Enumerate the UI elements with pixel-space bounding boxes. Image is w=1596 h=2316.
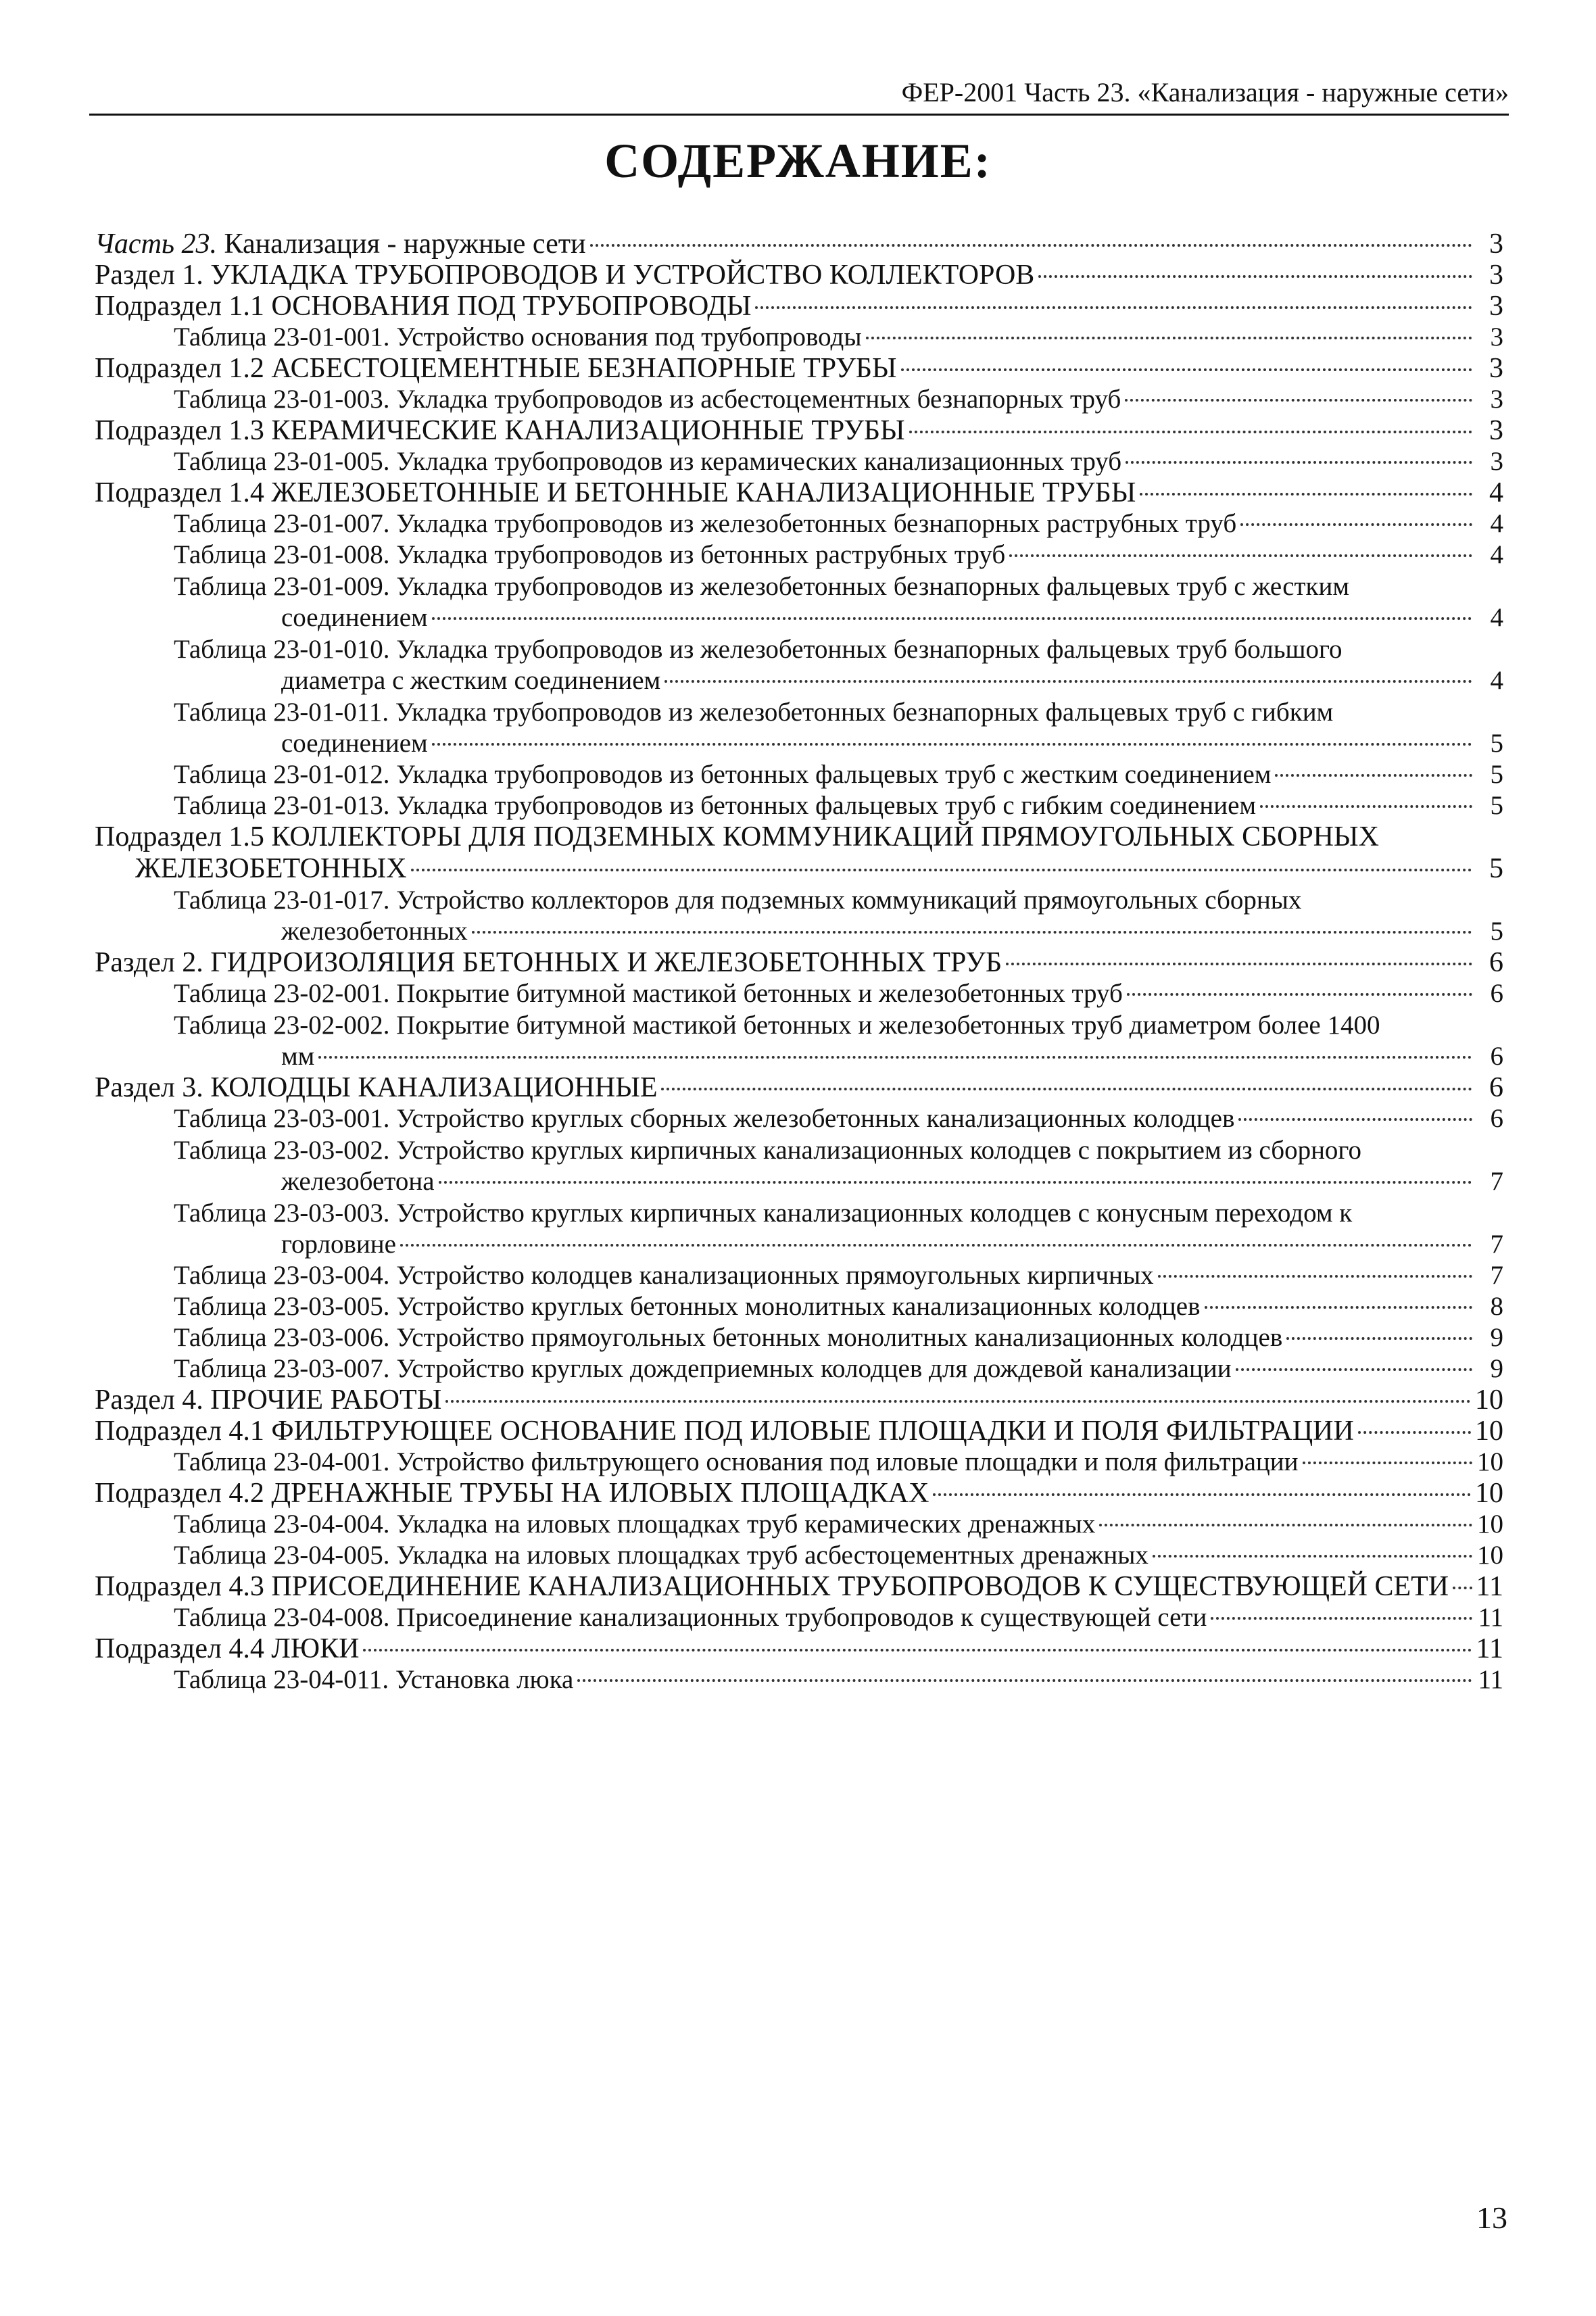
toc-entry-title: Таблица 23-04-004. Укладка на иловых площадках труб керамических дренажных [174,1510,1096,1539]
dot-leader [1238,1118,1472,1121]
toc-entry[interactable] [95,1633,1503,1664]
toc-entry-title: Таблица 23-01-003. Укладка трубопроводов из асбестоцементных безнапорных труб [174,385,1121,414]
toc-entry-page: 9 [1490,1354,1503,1383]
toc-entry-page: 5 [1490,791,1503,820]
dot-leader [445,1400,1471,1403]
toc-entry-page: 4 [1490,509,1503,538]
toc-entry-title: Раздел 1. УКЛАДКА ТРУБОПРОВОДОВ И УСТРОЙСТВО КОЛЛЕКТОРОВ [95,260,1035,291]
toc-entry-title: Таблица 23-03-005. Устройство круглых бетонных монолитных канализационных колодцев [174,1292,1201,1321]
toc-entry-title: Таблица 23-01-007. Укладка трубопроводов из железобетонных безнапорных раструбных труб [174,509,1237,538]
dot-leader [1275,774,1472,777]
toc-entry-title: Подраздел 1.1 ОСНОВАНИЯ ПОД ТРУБОПРОВОДЫ [95,291,752,322]
toc-entry-title: Таблица 23-02-002. Покрытие битумной мастикой бетонных и железобетонных труб диаметром более 1400 [174,1011,1380,1040]
toc-entry[interactable] [95,790,1503,821]
dot-leader [439,1181,1472,1184]
toc-entry-title: Таблица 23-01-005. Укладка трубопроводов из керамических канализационных труб [174,447,1122,476]
toc-entry-title-continued: мм [281,1042,315,1071]
dot-leader [432,743,1472,746]
toc-entry-page: 10 [1475,1478,1503,1509]
dot-leader [664,680,1472,683]
toc-entry[interactable] [95,477,1503,508]
toc-entry-title: Таблица 23-01-001. Устройство основания под трубопроводы [174,322,862,352]
dot-leader [1140,493,1472,496]
toc-entry-page: 6 [1489,1072,1503,1103]
toc-entry-title: Подраздел 4.1 ФИЛЬТРУЮЩЕЕ ОСНОВАНИЕ ПОД ИЛОВЫЕ ПЛОЩАДКИ И ПОЛЯ ФИЛЬТРАЦИИ [95,1416,1354,1447]
dot-leader [755,306,1472,309]
toc-entry-title: Подраздел 4.4 ЛЮКИ [95,1633,360,1664]
toc-entry-title-continued: ЖЕЛЕЗОБЕТОННЫХ [135,853,407,884]
toc-entry[interactable] [95,1291,1503,1322]
header-rule [89,114,1509,116]
toc-entry-title: Раздел 2. ГИДРОИЗОЛЯЦИЯ БЕТОННЫХ И ЖЕЛЕЗОБЕТОННЫХ ТРУБ [95,947,1002,978]
toc-entry-page: 5 [1489,853,1503,884]
dot-leader [1260,805,1472,808]
toc-entry-title: Подраздел 4.2 ДРЕНАЖНЫЕ ТРУБЫ НА ИЛОВЫХ ПЛОЩАДКАХ [95,1478,929,1509]
dot-leader [472,931,1472,934]
toc-entry-continuation[interactable] [95,853,1503,884]
toc-entry-page: 5 [1490,917,1503,946]
toc-entry[interactable] [95,1478,1503,1509]
toc-entry[interactable] [95,1416,1503,1447]
toc-entry-page: 11 [1476,1633,1503,1664]
dot-leader [1205,1306,1472,1309]
toc-entry-page: 6 [1490,979,1503,1008]
dot-leader [1158,1275,1472,1278]
toc-entry-page: 4 [1490,666,1503,695]
toc-entry[interactable] [95,228,1503,260]
dot-leader [1125,399,1472,402]
dot-leader [1153,1555,1472,1558]
toc-entry-page: 10 [1475,1416,1503,1447]
toc-entry[interactable] [95,696,1503,728]
toc-entry-title: Подраздел 1.3 КЕРАМИЧЕСКИЕ КАНАЛИЗАЦИОННЫЕ ТРУБЫ [95,415,905,446]
toc-entry[interactable] [95,1664,1503,1695]
toc-entry-continuation[interactable] [95,1166,1503,1197]
toc-entry[interactable] [95,1322,1503,1353]
toc-entry[interactable] [95,1260,1503,1291]
toc-entry-title: Таблица 23-01-011. Укладка трубопроводов из железобетонных безнапорных фальцевых труб с гибким [174,698,1334,727]
toc-entry[interactable] [95,353,1503,384]
toc-entry-continuation[interactable] [95,1041,1503,1072]
toc-entry-page: 6 [1490,1104,1503,1133]
toc-entry-title: Таблица 23-04-001. Устройство фильтрующего основания под иловые площадки и поля фильтрации [174,1447,1299,1476]
table-of-contents [95,228,1503,1695]
toc-entry-page: 5 [1490,760,1503,789]
toc-entry[interactable] [95,947,1503,978]
toc-entry-page: 3 [1490,447,1503,476]
toc-entry-title: Таблица 23-03-006. Устройство прямоугольных бетонных монолитных канализационных колодцев [174,1323,1283,1352]
toc-entry[interactable] [95,446,1503,477]
dot-leader [1038,275,1472,278]
toc-entry-title: Подраздел 4.3 ПРИСОЕДИНЕНИЕ КАНАЛИЗАЦИОННЫХ ТРУБОПРОВОДОВ К СУЩЕСТВУЮЩЕЙ СЕТИ [95,1571,1449,1602]
dot-leader [590,244,1472,247]
toc-entry-title: Таблица 23-03-004. Устройство колодцев канализационных прямоугольных кирпичных [174,1261,1154,1290]
toc-entry[interactable] [95,508,1503,539]
toc-entry-page: 10 [1477,1510,1503,1539]
dot-leader [1236,1368,1472,1371]
toc-entry-continuation[interactable] [95,602,1503,633]
toc-entry-page: 3 [1489,415,1503,446]
toc-entry-title: Подраздел 1.2 АСБЕСТОЦЕМЕНТНЫЕ БЕЗНАПОРНЫЕ ТРУБЫ [95,353,897,384]
dot-leader [1240,523,1472,526]
dot-leader [1009,554,1472,557]
toc-entry[interactable] [95,759,1503,790]
toc-entry[interactable] [95,1384,1503,1416]
toc-entry-title: Таблица 23-01-008. Укладка трубопроводов из бетонных раструбных труб [174,540,1006,569]
toc-entry-title: Таблица 23-01-017. Устройство коллекторов для подземных коммуникаций прямоугольных сборных [174,886,1302,915]
toc-entry-part-label: Часть 23. [95,228,218,260]
toc-entry-title: Таблица 23-04-011. Установка люка [174,1665,574,1694]
toc-entry-title: Таблица 23-03-001. Устройство круглых сборных железобетонных канализационных колодцев [174,1104,1235,1133]
toc-entry-page: 10 [1477,1447,1503,1476]
toc-entry[interactable] [95,1509,1503,1540]
dot-leader [363,1649,1472,1651]
dot-leader [432,617,1472,620]
dot-leader [1303,1462,1472,1464]
toc-entry-title: Подраздел 1.4 ЖЕЛЕЗОБЕТОННЫЕ И БЕТОННЫЕ КАНАЛИЗАЦИОННЫЕ ТРУБЫ [95,477,1136,508]
dot-leader [1211,1617,1472,1620]
toc-entry[interactable] [95,1447,1503,1478]
page-title: СОДЕРЖАНИЕ: [604,134,992,188]
toc-entry-page: 4 [1490,540,1503,569]
toc-entry-page: 3 [1489,353,1503,384]
toc-entry-continuation[interactable] [95,1229,1503,1260]
toc-entry[interactable] [95,1540,1503,1571]
toc-entry-page: 5 [1490,729,1503,758]
toc-entry[interactable] [95,571,1503,602]
toc-entry-page: 7 [1490,1261,1503,1290]
toc-entry-title: Раздел 4. ПРОЧИЕ РАБОТЫ [95,1384,442,1416]
toc-entry-page: 9 [1490,1323,1503,1352]
toc-entry-page: 10 [1477,1541,1503,1570]
toc-entry[interactable] [95,1072,1503,1103]
toc-entry-page: 4 [1490,603,1503,632]
toc-entry-title: Подраздел 1.5 КОЛЛЕКТОРЫ ДЛЯ ПОДЗЕМНЫХ КОММУНИКАЦИЙ ПРЯМОУГОЛЬНЫХ СБОРНЫХ [95,821,1379,852]
toc-entry[interactable] [95,1197,1503,1229]
page-number: 13 [1476,2200,1507,2235]
toc-entry[interactable] [95,1571,1503,1602]
toc-entry-page: 3 [1490,385,1503,414]
toc-entry[interactable] [95,821,1503,853]
dot-leader [411,869,1472,871]
toc-entry-page: 3 [1489,291,1503,322]
toc-entry[interactable] [95,539,1503,571]
toc-entry[interactable] [95,291,1503,322]
toc-entry-page: 7 [1490,1167,1503,1196]
dot-leader [1286,1337,1472,1340]
dot-leader [400,1244,1472,1247]
toc-entry-title: Таблица 23-03-003. Устройство круглых кирпичных канализационных колодцев с конусным переходом к [174,1199,1353,1228]
toc-entry-title: Таблица 23-01-010. Укладка трубопроводов из железобетонных безнапорных фальцевых труб большого [174,635,1343,664]
toc-entry-title: Таблица 23-01-009. Укладка трубопроводов из железобетонных безнапорных фальцевых труб с жестким [174,572,1350,601]
dot-leader [933,1493,1471,1496]
toc-entry[interactable] [95,1134,1503,1166]
toc-entry-title: Таблица 23-01-013. Укладка трубопроводов из бетонных фальцевых труб с гибким соединением [174,791,1257,820]
toc-entry-page: 3 [1490,322,1503,352]
dot-leader [901,368,1472,371]
running-header: ФЕР-2001 Часть 23. «Канализация - наружные сети» [901,77,1509,107]
toc-entry-continuation[interactable] [95,728,1503,759]
toc-entry-title: Таблица 23-01-012. Укладка трубопроводов из бетонных фальцевых труб с жестким соединением [174,760,1272,789]
toc-entry[interactable] [95,978,1503,1009]
toc-entry-title: Таблица 23-03-002. Устройство круглых кирпичных канализационных колодцев с покрытием из сборного [174,1136,1361,1165]
toc-entry-page: 4 [1489,477,1503,508]
toc-entry-continuation[interactable] [95,665,1503,696]
dot-leader [1126,461,1472,464]
toc-entry-page: 7 [1490,1230,1503,1259]
dot-leader [577,1679,1472,1682]
toc-entry[interactable] [95,1602,1503,1633]
toc-entry[interactable] [95,415,1503,446]
toc-entry-page: 6 [1489,947,1503,978]
toc-entry-page: 8 [1490,1292,1503,1321]
dot-leader [1358,1431,1471,1434]
toc-entry-title: Канализация - наружные сети [224,228,586,260]
toc-entry[interactable] [95,260,1503,291]
toc-entry-title-continued: горловине [281,1230,396,1259]
dot-leader [1127,993,1472,996]
dot-leader [1453,1587,1472,1589]
toc-entry-continuation[interactable] [95,916,1503,947]
toc-entry-page: 11 [1476,1571,1503,1602]
toc-entry[interactable] [95,884,1503,916]
toc-entry[interactable] [95,1103,1503,1134]
toc-entry-title-continued: соединением [281,729,428,758]
toc-entry-title: Таблица 23-04-005. Укладка на иловых площадках труб асбестоцементных дренажных [174,1541,1148,1570]
toc-entry-title-continued: соединением [281,603,428,632]
toc-entry-title-continued: железобетона [281,1167,435,1196]
dot-leader [866,337,1472,339]
toc-entry-page: 3 [1489,260,1503,291]
toc-entry[interactable] [95,384,1503,415]
toc-entry[interactable] [95,1353,1503,1384]
dot-leader [318,1056,1472,1059]
toc-entry-page: 11 [1478,1603,1503,1632]
toc-entry-title: Таблица 23-03-007. Устройство круглых дождеприемных колодцев для дождевой канализации [174,1354,1232,1383]
toc-entry-title-continued: железобетонных [281,917,468,946]
toc-entry[interactable] [95,633,1503,665]
toc-entry-title: Таблица 23-02-001. Покрытие битумной мастикой бетонных и железобетонных труб [174,979,1123,1008]
toc-entry-page: 6 [1490,1042,1503,1071]
toc-entry-page: 3 [1489,228,1503,260]
dot-leader [1099,1524,1472,1526]
toc-entry-page: 11 [1478,1665,1503,1694]
dot-leader [661,1088,1472,1090]
dot-leader [909,431,1472,433]
toc-entry-title-continued: диаметра с жестким соединением [281,666,661,695]
toc-entry[interactable] [95,1009,1503,1041]
toc-entry-page: 10 [1475,1384,1503,1416]
dot-leader [1006,963,1472,965]
toc-entry[interactable] [95,322,1503,353]
toc-entry-title: Таблица 23-04-008. Присоединение канализационных трубопроводов к существующей сети [174,1603,1207,1632]
toc-entry-title: Раздел 3. КОЛОДЦЫ КАНАЛИЗАЦИОННЫЕ [95,1072,658,1103]
